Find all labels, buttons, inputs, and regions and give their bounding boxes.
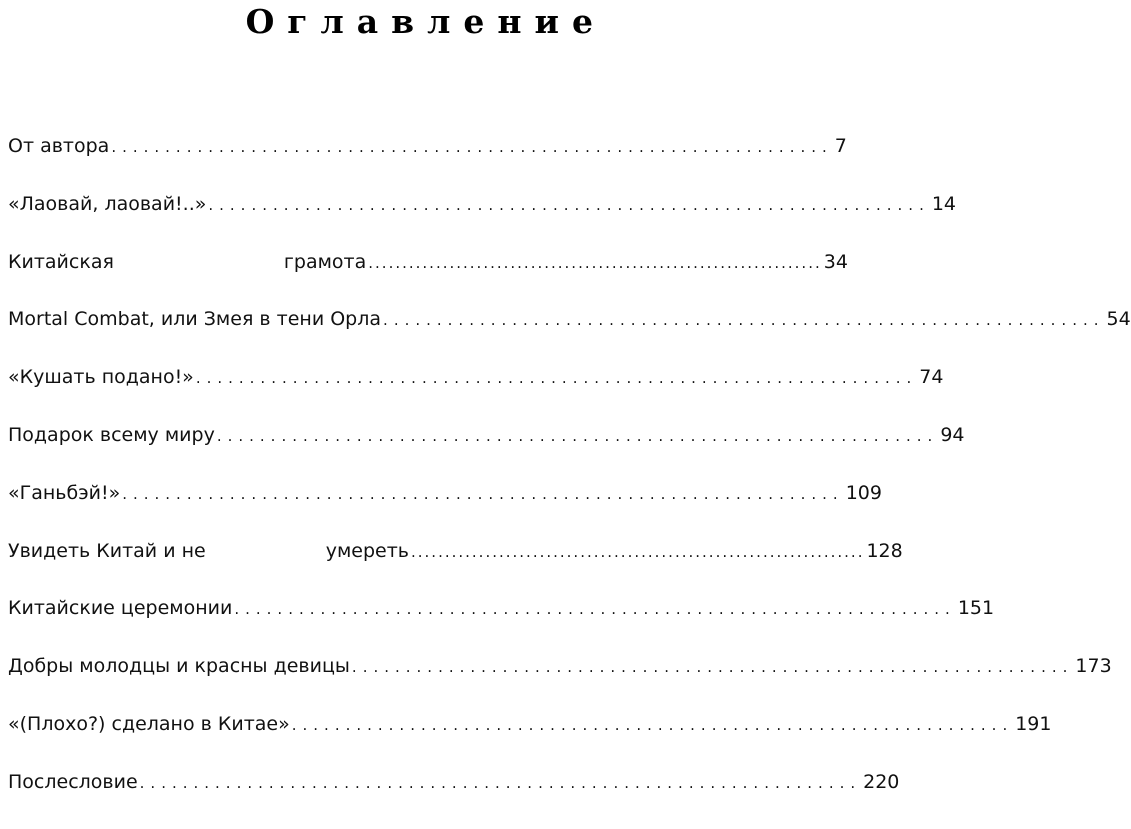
toc-entry-page: 14 [931,192,957,215]
toc-entry-title: Подарок всему миру [8,423,215,446]
toc-entry-title: Mortal Combat, или Змея в тени Орла [8,308,382,331]
table-of-contents [8,135,1131,829]
toc-entry-title: «Кушать подано!» [8,366,194,389]
toc-entry-page: 7 [834,135,847,157]
toc-leader-dots: ................................................................... [208,195,930,214]
toc-entry-5 [8,366,944,424]
toc-entry-title: Китайская [8,250,114,273]
toc-leader-dots: ................................................................... [351,658,1074,677]
toc-entry-6 [8,423,965,482]
toc-entry-8 [8,539,903,598]
toc-entry-page: 151 [957,597,995,620]
toc-entry-title: «(Плохо?) сделано в Китае» [8,712,290,735]
toc-entry-page: 128 [866,539,903,562]
toc-leader-dots: ................................................................... [368,253,822,272]
toc-entry-7 [8,481,882,540]
toc-entry-page: 109 [845,481,882,504]
toc-entry-title: «Лаовай, лаовай!..» [8,192,207,215]
toc-entry-2 [8,192,957,251]
toc-entry-page: 94 [940,423,965,446]
toc-leader-dots: ................................................................... [216,426,939,445]
toc-entry-1 [8,135,847,193]
toc-entry-title: «Ганьбэй!» [8,481,121,504]
toc-leader-dots: ................................................................... [383,311,1105,330]
toc-entry-page: 54 [1106,308,1131,331]
toc-entry-title: От автора [8,135,110,157]
toc-leader-dots: ................................................................... [122,484,844,503]
toc-entry-page: 34 [823,250,848,273]
toc-leader-dots: ................................................................... [411,542,865,561]
toc-entry-page: 191 [1015,712,1052,735]
toc-entry-9 [8,597,995,655]
toc-entry-title-continued: грамота [283,250,367,273]
toc-leader-dots: ................................................................... [111,138,833,156]
toc-entry-3 [8,250,848,309]
toc-entry-title-continued: умереть [325,539,409,562]
toc-entry-10 [8,655,1112,713]
toc-leader-dots: ................................................................... [291,715,1014,734]
page-title: Оглавление [245,2,606,41]
toc-leader-dots: ................................................................... [234,600,956,619]
toc-entry-page: 74 [919,366,944,389]
toc-entry-12 [8,770,900,829]
toc-entry-4 [8,308,1131,366]
toc-entry-title: Добры молодцы и красны девицы [8,655,350,678]
toc-entry-page: 173 [1075,655,1112,678]
toc-entry-page: 220 [863,770,900,793]
toc-entry-title: Китайские церемонии [8,597,233,620]
toc-leader-dots: ................................................................... [139,773,862,792]
toc-entry-title: Послесловие [8,770,138,793]
toc-entry-title: Увидеть Китай и не [8,539,206,562]
toc-entry-11 [8,712,1052,771]
toc-leader-dots: ................................................................... [195,369,918,388]
